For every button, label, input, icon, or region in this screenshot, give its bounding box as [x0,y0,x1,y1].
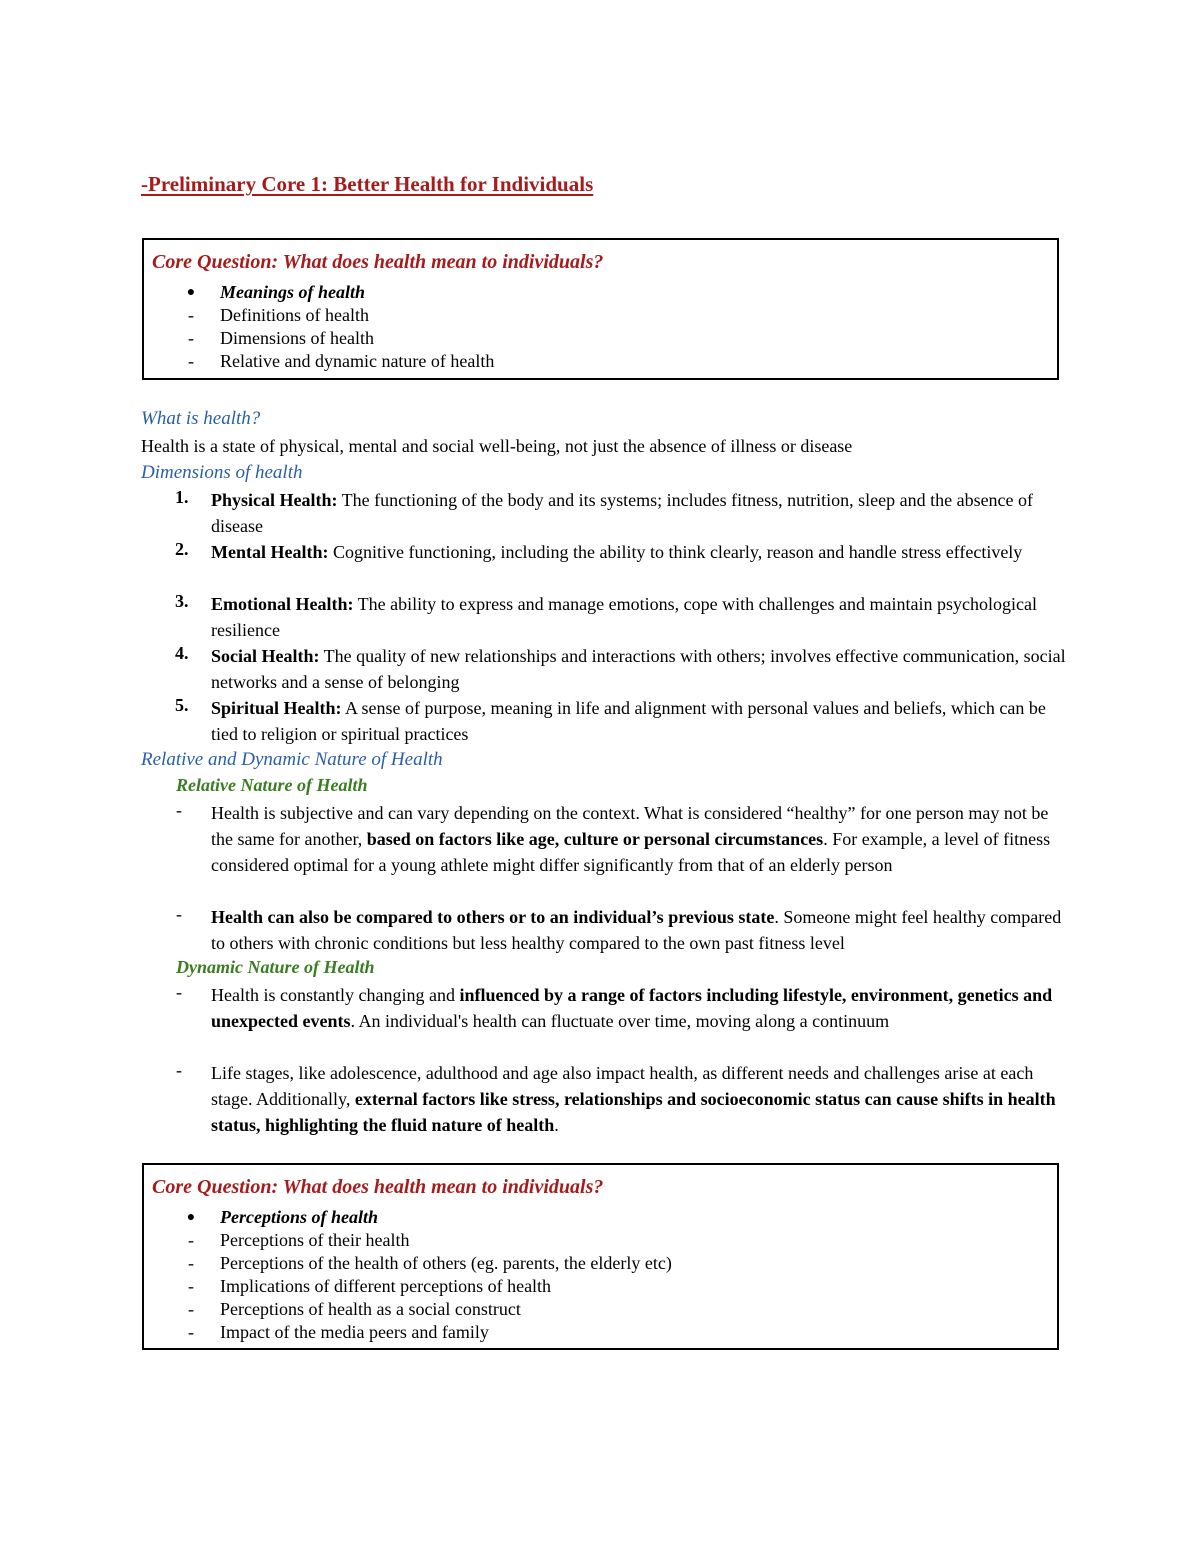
section-heading-relative-dynamic: Relative and Dynamic Nature of Health [141,749,443,770]
dash-icon: - [188,1276,194,1296]
core-question-box: Core Question: What does health mean to individuals? ● Perceptions of health - Perceptions of their health - Perceptions of the health of others (eg. parents, the elderly etc) - Implications of different perceptions of health - Perceptions of health as a social construct - Impact of the media peers and family [142,1163,1059,1350]
section-heading-dimensions: Dimensions of health [141,462,303,483]
core-question-box: Core Question: What does health mean to individuals? ● Meanings of health - Definitions of health - Dimensions of health - Relative and dynamic nature of health [142,238,1059,380]
bullet-icon: ● [186,285,196,300]
dash-icon: - [176,904,182,924]
dash-icon: - [188,1253,194,1273]
core-question-title: Core Question: What does health mean to individuals? [152,251,604,273]
dash-icon: - [188,351,194,371]
dash-icon: - [188,328,194,348]
dash-icon: - [188,1299,194,1319]
core-question-title: Core Question: What does health mean to individuals? [152,1176,604,1198]
dash-icon: - [188,1230,194,1250]
dash-icon: - [176,800,182,820]
dash-icon: - [188,305,194,325]
bullet-icon: ● [186,1210,196,1225]
dash-icon: - [176,1060,182,1080]
dash-icon: - [188,1322,194,1342]
section-heading-what-is-health: What is health? [141,408,261,429]
dash-icon: - [176,982,182,1002]
page-title: -Preliminary Core 1: Better Health for Individuals [141,172,594,196]
subheading-dynamic: Dynamic Nature of Health [176,957,375,977]
definition-paragraph: Health is a state of physical, mental and social well-being, not just the absence of illness or disease [141,436,853,456]
subheading-relative: Relative Nature of Health [176,775,368,795]
